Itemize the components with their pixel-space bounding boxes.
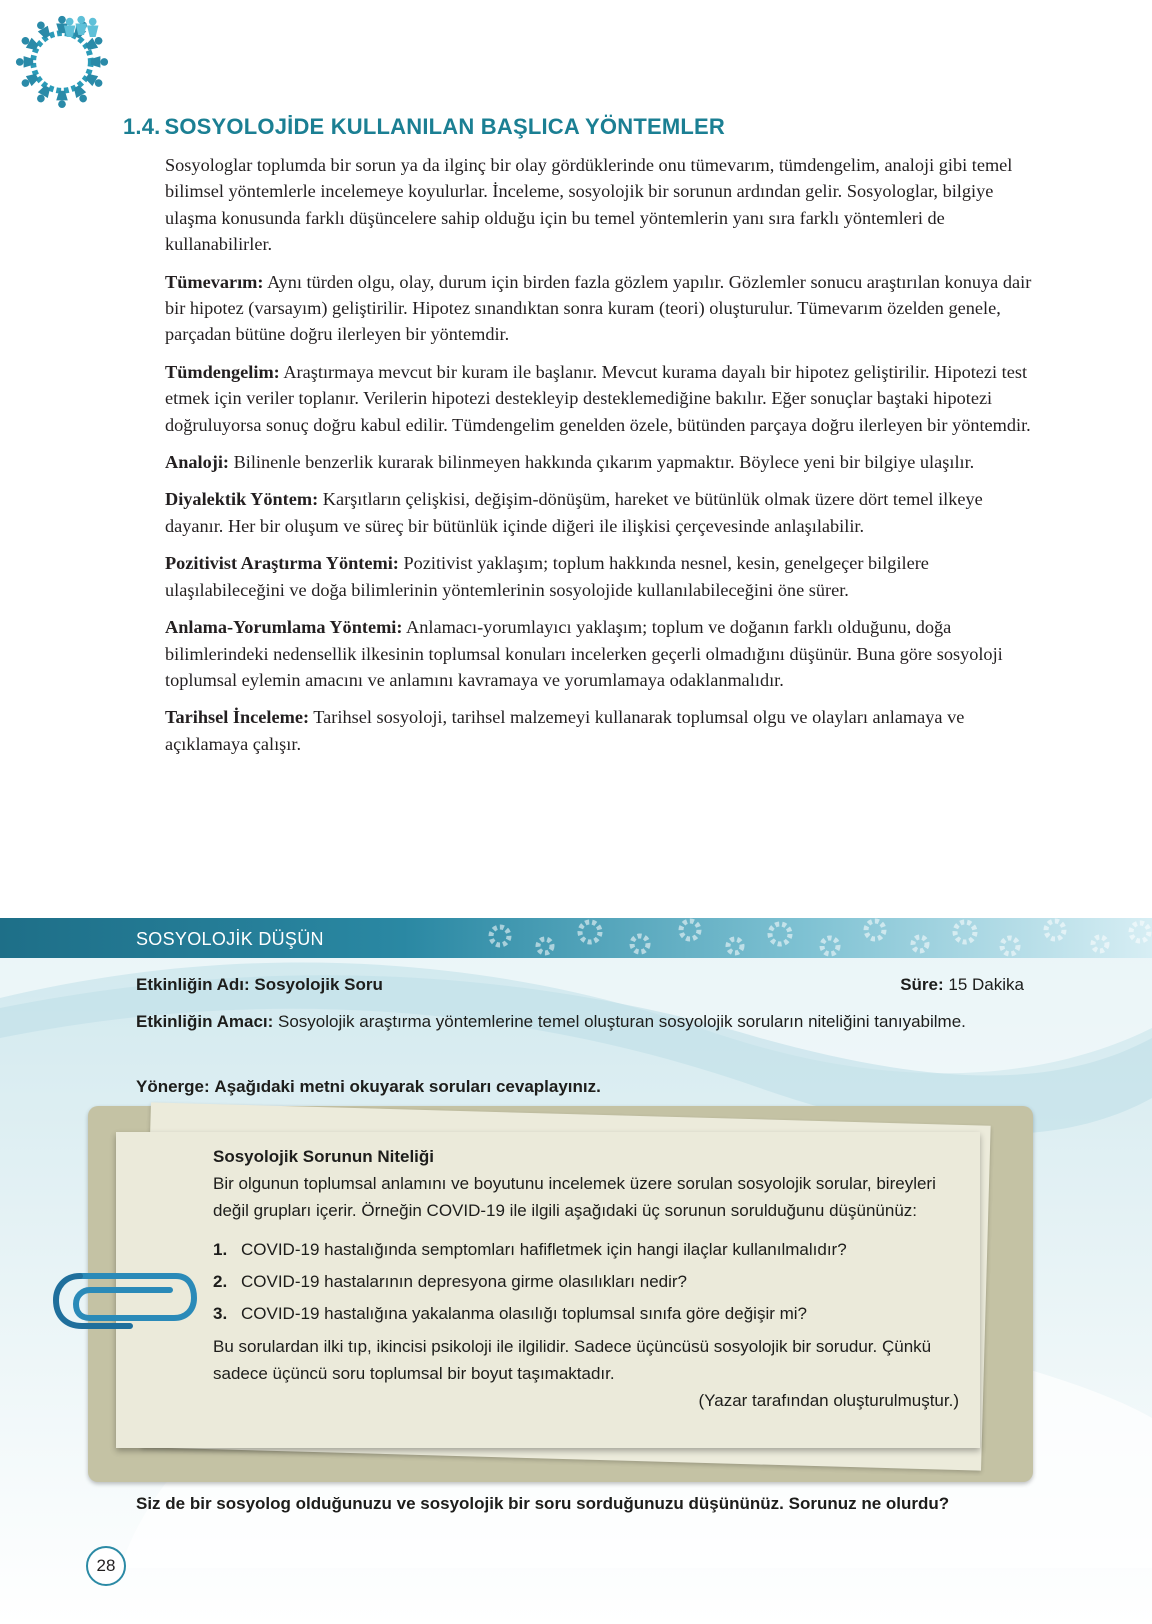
page-number: 28: [86, 1546, 126, 1586]
activity-goal-label: Etkinliğin Amacı:: [136, 1012, 274, 1031]
method-term: Tümevarım:: [165, 271, 264, 292]
method-term: Diyalektik Yöntem:: [165, 489, 319, 510]
method-text: Aynı türden olgu, olay, durum için birden fazla gözlem yapılır. Gözlemler sonucu araştırılan konuya dair bir hipotez (varsayım) geliştirilir. Hipotez sınandıktan sonra kuram (teori) oluşturulur. Tümevarım özelden genele, parçadan bütüne doğru ilerleyen bir yöntemdir.: [165, 271, 1032, 345]
question-text: COVID-19 hastalarının depresyona girme olasılıkları nedir?: [241, 1272, 687, 1291]
method-term: Tümdengelim:: [165, 361, 280, 382]
reading-content: [213, 1143, 973, 1414]
list-item: [213, 1268, 973, 1295]
method-paragraph: [165, 359, 1045, 438]
method-term: Analoji:: [165, 452, 229, 473]
list-item: [213, 1300, 973, 1327]
activity-directive-value: Aşağıdaki metni okuyarak soruları cevaplayınız.: [214, 1077, 601, 1096]
method-paragraph: [165, 449, 1045, 475]
method-paragraph: [165, 269, 1045, 348]
activity-goal-value: Sosyolojik araştırma yöntemlerine temel oluşturan sosyolojik soruların niteliğini tanıyabilme.: [278, 1012, 966, 1031]
method-paragraph: [165, 614, 1045, 693]
activity-time: [900, 971, 1024, 998]
section-number: 1.4.: [123, 114, 161, 139]
section-heading: SOSYOLOJİDE KULLANILAN BAŞLICA YÖNTEMLER: [164, 114, 725, 139]
method-text: Karşıtların çelişkisi, değişim-dönüşüm, hareket ve bütünlük olmak üzere dört temel ilkeye dayanır. Her bir oluşum ve süreç bir bütünlük içinde diğeri ile ilişkisi çerçevesinde anlaşılabilir.: [165, 489, 983, 536]
main-text: [165, 152, 1045, 768]
people-circle-gear-icon: [14, 12, 110, 108]
intro-paragraph: Sosyologlar toplumda bir sorun ya da ilginç bir olay gördüklerinde onu tümevarım, tümdengelim, analoji gibi temel bilimsel yöntemlerle incelemeye koyulurlar. İnceleme, sosyolojik bir sorunun ardından gelir. Sosyologlar, bilgiye ulaşma konusunda farklı düşüncelere sahip olduğu için bu temel yöntemlerin yanı sıra farklı yöntemleri de kullanabilirler.: [165, 155, 1013, 255]
method-text: Tarihsel sosyoloji, tarihsel malzemeyi kullanarak toplumsal olgu ve olayları anlamaya ve açıklamaya çalışır.: [165, 707, 965, 754]
reading-title: Sosyolojik Sorunun Niteliği: [213, 1147, 435, 1166]
method-term: Anlama-Yorumlama Yöntemi:: [165, 617, 403, 638]
method-term: Tarihsel İnceleme:: [165, 707, 310, 728]
reading-conclusion: Bu sorulardan ilki tıp, ikincisi psikoloji ile ilgilidir. Sadece üçüncüsü sosyolojik bir sorudur. Çünkü sadece üçüncü soru toplumsal bir boyut taşımaktadır.: [213, 1337, 932, 1383]
question-text: COVID-19 hastalığına yakalanma olasılığı toplumsal sınıfa göre değişir mi?: [241, 1304, 807, 1323]
activity-band-title: SOSYOLOJİK DÜŞÜN: [136, 929, 324, 949]
method-text: Bilinenle benzerlik kurarak bilinmeyen hakkında çıkarım yapmaktır. Böylece yeni bir bilgiye ulaşılır.: [233, 452, 975, 473]
method-paragraph: [165, 704, 1045, 757]
paperclip-icon: [50, 1268, 198, 1332]
list-item: [213, 1236, 973, 1263]
reading-source: (Yazar tarafından oluşturulmuştur.): [698, 1391, 959, 1410]
activity-name: [136, 971, 383, 998]
section-title: [123, 114, 725, 140]
activity-directive-label: Yönerge:: [136, 1077, 210, 1096]
question-number: 2.: [213, 1272, 228, 1291]
activity-time-label: Süre:: [900, 975, 944, 994]
activity-time-value: 15 Dakika: [948, 975, 1024, 994]
question-list: [213, 1236, 973, 1327]
question-number: 1.: [213, 1240, 228, 1259]
final-question-text: Siz de bir sosyolog olduğunuzu ve sosyolojik bir soru sorduğunuzu düşününüz. Sorunuz ne olurdu?: [136, 1494, 950, 1513]
method-paragraph: [165, 486, 1045, 539]
activity-directive: [136, 1073, 601, 1100]
method-paragraph: [165, 550, 1045, 603]
activity-goal: [136, 1008, 1036, 1035]
reading-intro: Bir olgunun toplumsal anlamını ve boyutunu incelemek üzere sorulan sosyolojik sorular, bireyleri değil grupları içerir. Örneğin COVID-19 ile ilgili aşağıdaki üç sorunun sorulduğunu düşününüz:: [213, 1174, 936, 1220]
activity-name-value: Sosyolojik Soru: [254, 975, 383, 994]
final-question: [136, 1494, 1056, 1514]
method-term: Pozitivist Araştırma Yöntemi:: [165, 553, 399, 574]
method-text: Pozitivist yaklaşım; toplum hakkında nesnel, kesin, genelgeçer bilgilere ulaşılabileceğini ve doğa bilimlerinin yöntemlerinin sosyolojide kullanılabileceğini öne sürer.: [165, 553, 929, 600]
method-text: Araştırmaya mevcut bir kuram ile başlanır. Mevcut kurama dayalı bir hipotez geliştirilir. Hipotezi test etmek için veriler toplanır. Verilerin hipotezi destekleyip desteklemediğine bakılır. Eğer sonuçlar baştaki hipotezi doğruluyorsa sonuç doğru kabul edilir. Tümdengelim genelden özele, bütünden parçaya doğru ilerleyen bir yöntemdir.: [165, 361, 1031, 435]
activity-name-label: Etkinliğin Adı:: [136, 975, 250, 994]
question-text: COVID-19 hastalığında semptomları hafifletmek için hangi ilaçlar kullanılmalıdır?: [241, 1240, 847, 1259]
question-number: 3.: [213, 1304, 228, 1323]
method-text: Anlamacı-yorumlayıcı yaklaşım; toplum ve doğanın farklı olduğunu, doğa bilimlerindeki nedensellik ilkesinin toplumsal konuları incelerken geçerli olmadığını düşünür. Buna göre sosyoloji toplumsal eylemin amacını ve anlamını kavramaya ve yorumlamaya odaklanmalıdır.: [165, 617, 1003, 690]
